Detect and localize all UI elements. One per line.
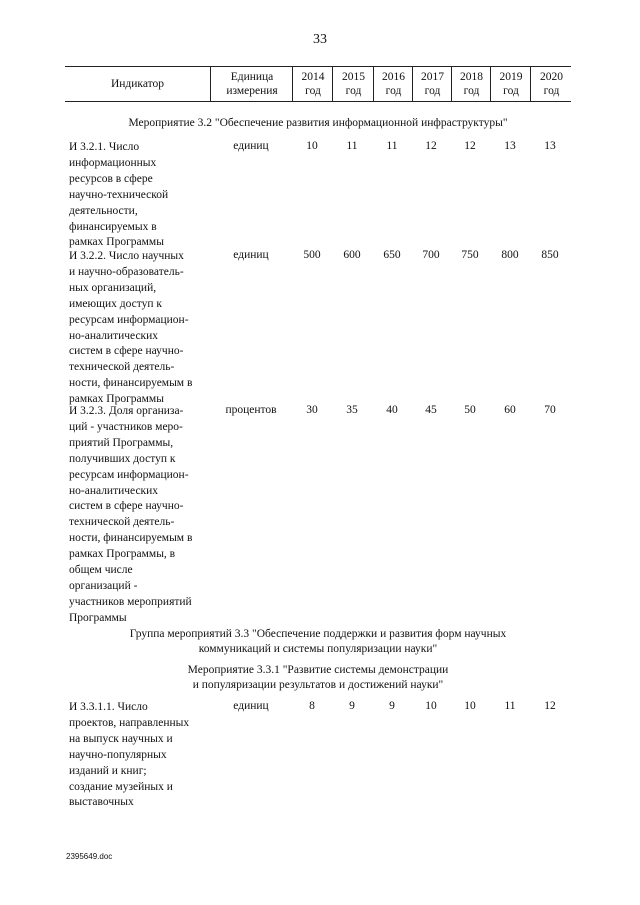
header-year-word: год (503, 85, 519, 97)
indicator-line: И 3.3.1.1. Число (69, 701, 148, 713)
indicator-line: И 3.2.1. Число (69, 141, 140, 153)
value-2017: 12 (425, 140, 437, 152)
value-2015: 35 (346, 404, 358, 416)
value-2017: 700 (422, 249, 440, 261)
value-2015: 11 (346, 140, 358, 152)
indicator-line: создание музейных и (69, 780, 173, 793)
value-2019: 11 (504, 700, 516, 712)
indicator-line: финансируемых в (69, 220, 157, 233)
indicator-line: ресурсам информацион- (69, 313, 189, 326)
indicator-line: но-аналитических (69, 484, 159, 497)
unit-cell: единиц (233, 249, 269, 261)
header-year-2017 (412, 67, 452, 101)
indicator-line: систем в сфере научно- (69, 500, 184, 513)
indicator-line: но-аналитических (69, 329, 159, 342)
indicator-line: ных организаций, (69, 281, 157, 294)
value-2017: 45 (425, 404, 437, 416)
group-title-3-3 (65, 627, 571, 657)
header-year-word: год (345, 85, 362, 97)
header-indicator (65, 67, 210, 101)
header-year-2020 (530, 67, 572, 101)
value-2017: 10 (425, 700, 437, 712)
value-2019: 13 (504, 140, 516, 152)
header-year-2014 (292, 67, 333, 101)
header-year-label: 2015 (342, 71, 365, 83)
value-2016: 9 (389, 700, 395, 712)
indicator-line: ресурсов в сфере (69, 172, 153, 185)
unit-cell: процентов (225, 404, 277, 416)
value-2014: 30 (306, 404, 318, 416)
value-2015: 600 (343, 249, 361, 261)
header-year-word: год (385, 85, 402, 97)
indicator-line: получивших доступ к (69, 452, 176, 465)
indicator-text (69, 249, 211, 408)
indicator-line: деятельности, (69, 204, 138, 217)
value-2016: 11 (386, 140, 398, 152)
section-title-3-2: Мероприятие 3.2 "Обеспечение развития информационной инфраструктуры" (128, 117, 508, 129)
value-2020: 12 (544, 700, 556, 712)
unit-cell: единиц (233, 140, 269, 152)
page-number: 33 (313, 32, 327, 47)
indicator-line: научно-популярных (69, 748, 167, 761)
header-year-label: 2017 (421, 71, 444, 83)
indicator-line: рамках Программы, в (69, 548, 176, 561)
indicator-line: технической деятель- (69, 516, 175, 529)
indicator-line: научно-технической (69, 188, 169, 201)
value-2015: 9 (349, 700, 355, 712)
header-unit-line2: измерения (226, 85, 278, 97)
header-year-label: 2018 (460, 71, 483, 83)
header-year-label: 2014 (301, 71, 325, 83)
value-2018: 750 (461, 249, 479, 261)
value-2020: 70 (544, 404, 556, 416)
header-year-word: год (463, 85, 480, 97)
value-2014: 500 (303, 249, 321, 261)
value-2014: 10 (306, 140, 318, 152)
header-year-2015 (332, 67, 374, 101)
value-2018: 50 (464, 404, 476, 416)
value-2019: 60 (504, 404, 516, 416)
header-year-word: год (543, 85, 560, 97)
header-year-label: 2016 (382, 71, 405, 83)
header-year-2016 (373, 67, 413, 101)
header-year-word: год (424, 85, 441, 97)
value-2019: 800 (501, 249, 519, 261)
indicator-line: И 3.2.2. Число научных (69, 250, 184, 262)
header-year-2019 (490, 67, 531, 101)
indicator-line: приятий Программы, (69, 436, 174, 449)
indicator-line: И 3.2.3. Доля организа- (69, 405, 184, 417)
indicator-line: ций - участников меро- (69, 420, 183, 433)
indicator-line: организаций - (69, 579, 138, 592)
indicator-line: ности, финансируемым в (69, 377, 193, 390)
indicator-text (69, 404, 211, 627)
indicator-line: на выпуск научных и (69, 732, 173, 745)
value-2018: 12 (464, 140, 476, 152)
indicator-line: и научно-образователь- (69, 265, 184, 278)
header-year-2018 (451, 67, 491, 101)
footer-filename: 2395649.doc (66, 852, 113, 861)
header-year-word: год (305, 85, 321, 97)
indicator-line: рамках Программы (69, 236, 164, 249)
indicator-line: общем числе (69, 564, 133, 577)
indicator-line: ности, финансируемым в (69, 532, 193, 545)
value-2018: 10 (464, 700, 476, 712)
header-unit (210, 67, 293, 101)
header-year-label: 2020 (540, 71, 563, 83)
value-2020: 13 (544, 140, 556, 152)
indicator-line: Программы (69, 611, 127, 624)
unit-cell: единиц (233, 700, 269, 712)
indicator-line: проектов, направленных (69, 716, 190, 729)
value-2014: 8 (309, 700, 315, 712)
value-2020: 850 (541, 249, 559, 261)
section-title-line: Мероприятие 3.3.1 "Развитие системы демонстрации (187, 664, 449, 676)
header-year-label: 2019 (499, 71, 523, 83)
indicator-line: систем в сфере научно- (69, 345, 184, 358)
indicator-text (69, 140, 211, 251)
section-title-3-3-1 (65, 663, 571, 693)
group-title-line: Группа мероприятий 3.3 "Обеспечение поддержки и развития форм научных (129, 628, 507, 640)
value-2016: 650 (383, 249, 401, 261)
indicator-line: информационных (69, 156, 157, 169)
indicator-line: выставочных (69, 796, 134, 809)
indicator-line: имеющих доступ к (69, 297, 162, 310)
indicator-line: изданий и книг; (69, 764, 147, 777)
indicator-line: технической деятель- (69, 361, 175, 374)
indicator-line: участников мероприятий (69, 595, 192, 608)
table-header (65, 66, 571, 102)
indicator-line: рамках Программы (69, 393, 164, 406)
header-unit-line1: Единица (230, 71, 274, 83)
value-2016: 40 (386, 404, 398, 416)
indicator-line: ресурсам информацион- (69, 468, 189, 481)
group-title-line: коммуникаций и системы популяризации науки" (198, 643, 438, 655)
indicator-text (69, 700, 211, 811)
section-title-line: и популяризации результатов и достижений науки" (192, 679, 444, 691)
header-indicator-label: Индикатор (110, 78, 165, 90)
